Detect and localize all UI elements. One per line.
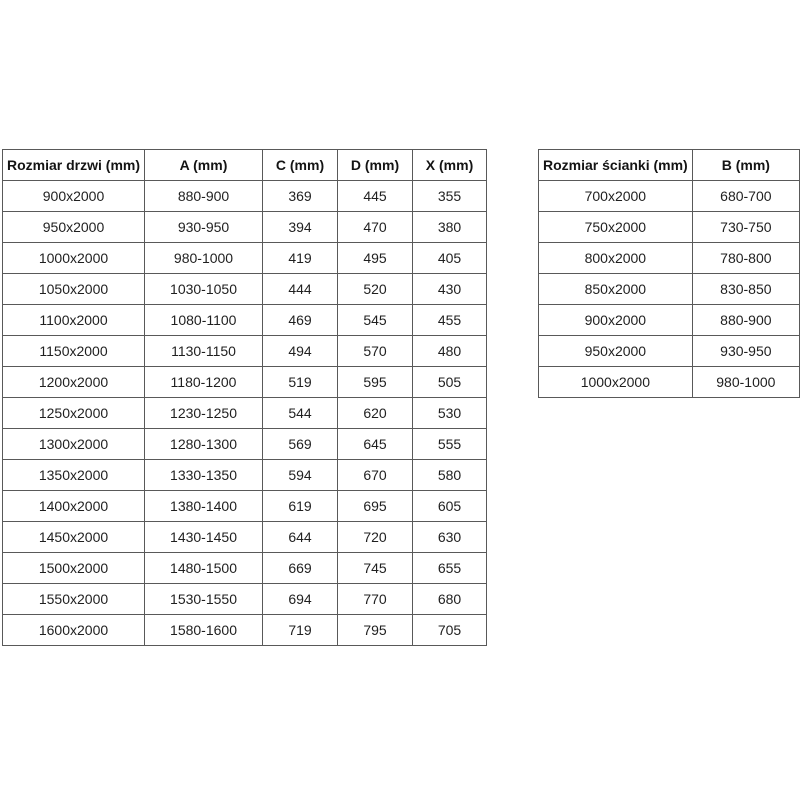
table-row	[3, 491, 487, 522]
table-row	[3, 460, 487, 491]
table-cell: 470	[338, 212, 413, 243]
table-cell: 850x2000	[539, 274, 693, 305]
table-cell: 455	[413, 305, 487, 336]
table-cell: 494	[263, 336, 338, 367]
table-cell: 705	[413, 615, 487, 646]
table-row	[3, 553, 487, 584]
table-cell: 1180-1200	[145, 367, 263, 398]
table-cell: 430	[413, 274, 487, 305]
table-cell: 695	[338, 491, 413, 522]
table-row	[539, 181, 800, 212]
table-cell: 669	[263, 553, 338, 584]
column-header: Rozmiar ścianki (mm)	[539, 150, 693, 181]
table-cell: 1530-1550	[145, 584, 263, 615]
table-cell: 720	[338, 522, 413, 553]
table-row	[3, 181, 487, 212]
table-row	[539, 367, 800, 398]
table-cell: 544	[263, 398, 338, 429]
table-cell: 1580-1600	[145, 615, 263, 646]
table-cell: 1480-1500	[145, 553, 263, 584]
table-cell: 545	[338, 305, 413, 336]
table-cell: 770	[338, 584, 413, 615]
table-cell: 1300x2000	[3, 429, 145, 460]
table-cell: 1100x2000	[3, 305, 145, 336]
table-row	[3, 429, 487, 460]
table-cell: 445	[338, 181, 413, 212]
table-cell: 469	[263, 305, 338, 336]
table-cell: 1250x2000	[3, 398, 145, 429]
table-cell: 950x2000	[539, 336, 693, 367]
table-cell: 1280-1300	[145, 429, 263, 460]
table-cell: 495	[338, 243, 413, 274]
table-cell: 605	[413, 491, 487, 522]
table-row	[3, 522, 487, 553]
table-row	[3, 305, 487, 336]
table-cell: 530	[413, 398, 487, 429]
table-row	[3, 367, 487, 398]
table-cell: 980-1000	[145, 243, 263, 274]
table-row	[539, 243, 800, 274]
table-cell: 569	[263, 429, 338, 460]
table-cell: 1400x2000	[3, 491, 145, 522]
table-row	[3, 398, 487, 429]
table-cell: 1600x2000	[3, 615, 145, 646]
table-cell: 645	[338, 429, 413, 460]
table-cell: 480	[413, 336, 487, 367]
table-cell: 800x2000	[539, 243, 693, 274]
table-cell: 780-800	[692, 243, 799, 274]
table-cell: 980-1000	[692, 367, 799, 398]
table-cell: 1550x2000	[3, 584, 145, 615]
table-cell: 1330-1350	[145, 460, 263, 491]
table-cell: 1430-1450	[145, 522, 263, 553]
column-header: X (mm)	[413, 150, 487, 181]
header-row	[539, 150, 800, 181]
table-row	[3, 212, 487, 243]
table-cell: 1150x2000	[3, 336, 145, 367]
column-header: C (mm)	[263, 150, 338, 181]
table-cell: 1350x2000	[3, 460, 145, 491]
table-cell: 655	[413, 553, 487, 584]
table-cell: 930-950	[692, 336, 799, 367]
table-row	[3, 615, 487, 646]
table-cell: 1000x2000	[539, 367, 693, 398]
table-cell: 900x2000	[3, 181, 145, 212]
table-cell: 795	[338, 615, 413, 646]
table-cell: 700x2000	[539, 181, 693, 212]
table-cell: 405	[413, 243, 487, 274]
table-cell: 750x2000	[539, 212, 693, 243]
table-row	[539, 336, 800, 367]
table-cell: 950x2000	[3, 212, 145, 243]
table-cell: 930-950	[145, 212, 263, 243]
table-cell: 380	[413, 212, 487, 243]
table-row	[3, 584, 487, 615]
table-cell: 594	[263, 460, 338, 491]
table-cell: 620	[338, 398, 413, 429]
table-cell: 1000x2000	[3, 243, 145, 274]
table-row	[539, 274, 800, 305]
table-cell: 1200x2000	[3, 367, 145, 398]
table-cell: 1500x2000	[3, 553, 145, 584]
table-row	[539, 212, 800, 243]
table-cell: 519	[263, 367, 338, 398]
table-cell: 595	[338, 367, 413, 398]
table-cell: 394	[263, 212, 338, 243]
table-cell: 444	[263, 274, 338, 305]
table-cell: 1030-1050	[145, 274, 263, 305]
table-cell: 619	[263, 491, 338, 522]
table-row	[3, 336, 487, 367]
table-cell: 900x2000	[539, 305, 693, 336]
table-cell: 719	[263, 615, 338, 646]
table-cell: 369	[263, 181, 338, 212]
table-cell: 644	[263, 522, 338, 553]
table-cell: 505	[413, 367, 487, 398]
table-cell: 730-750	[692, 212, 799, 243]
table-cell: 419	[263, 243, 338, 274]
table-row	[539, 305, 800, 336]
table-cell: 680	[413, 584, 487, 615]
table-cell: 1080-1100	[145, 305, 263, 336]
table-cell: 555	[413, 429, 487, 460]
table-row	[3, 243, 487, 274]
door-sizes-table	[2, 149, 487, 646]
table-cell: 1450x2000	[3, 522, 145, 553]
table-cell: 830-850	[692, 274, 799, 305]
header-row	[3, 150, 487, 181]
table-cell: 1050x2000	[3, 274, 145, 305]
table-cell: 670	[338, 460, 413, 491]
table-cell: 680-700	[692, 181, 799, 212]
column-header: B (mm)	[692, 150, 799, 181]
table-cell: 880-900	[692, 305, 799, 336]
column-header: D (mm)	[338, 150, 413, 181]
table-cell: 694	[263, 584, 338, 615]
table-cell: 630	[413, 522, 487, 553]
table-row	[3, 274, 487, 305]
column-header: Rozmiar drzwi (mm)	[3, 150, 145, 181]
table-cell: 520	[338, 274, 413, 305]
table-cell: 355	[413, 181, 487, 212]
table-cell: 580	[413, 460, 487, 491]
column-header: A (mm)	[145, 150, 263, 181]
table-cell: 1230-1250	[145, 398, 263, 429]
wall-panel-sizes-table	[538, 149, 800, 398]
table-cell: 570	[338, 336, 413, 367]
table-cell: 745	[338, 553, 413, 584]
table-cell: 880-900	[145, 181, 263, 212]
table-cell: 1130-1150	[145, 336, 263, 367]
table-cell: 1380-1400	[145, 491, 263, 522]
